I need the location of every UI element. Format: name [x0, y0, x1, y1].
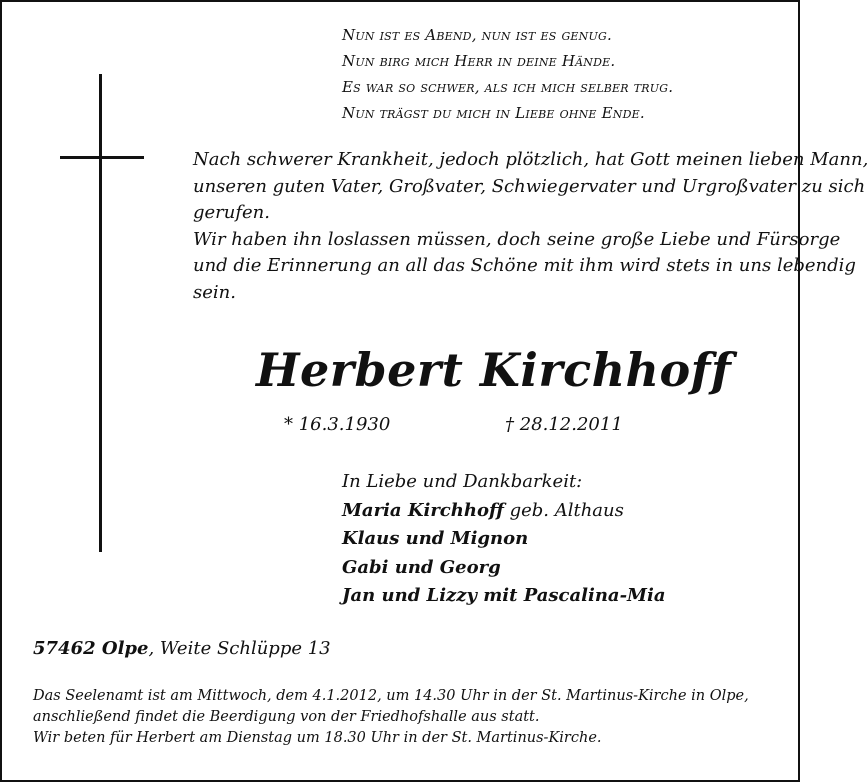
mourner-maiden-name: geb. Althaus: [503, 499, 624, 521]
mourner-name: Klaus und Mignon: [342, 528, 529, 549]
address: [33, 636, 331, 662]
intro-line: unseren guten Vater, Großvater, Schwiegervater und Urgroßvater zu sich: [193, 175, 866, 197]
intro-line: und die Erinnerung an all das Schöne mit ihm wird stets in uns lebendig: [193, 255, 856, 276]
mourner-name: Jan und Lizzy mit Pascalina-Mia: [342, 585, 666, 606]
intro-text: [193, 147, 868, 306]
notice-line: Das Seelenamt ist am Mittwoch, dem 4.1.2012, um 14.30 Uhr in der St. Martinus-Kirche in Olpe,: [33, 688, 749, 704]
poem-line: Nun birg mich Herr in deine Hände.: [342, 52, 616, 70]
poem-line: Es war so schwer, als ich mich selber trug.: [342, 78, 674, 96]
intro-line: Nach schwerer Krankheit, jedoch plötzlich, hat Gott meinen lieben Mann,: [193, 149, 868, 170]
mourner-primary: [342, 497, 665, 526]
mourners-list: [342, 468, 665, 611]
birth-date: * 16.3.1930: [284, 414, 391, 435]
mourners-heading: In Liebe und Dankbarkeit:: [342, 471, 583, 492]
notice-line: anschließend findet die Beerdigung von der Friedhofshalle aus statt.: [33, 709, 540, 725]
poem: [342, 22, 673, 126]
cross-icon-bar: [60, 156, 144, 159]
service-notice: [33, 686, 749, 749]
address-street: , Weite Schlüppe 13: [148, 638, 331, 659]
intro-line: gerufen.: [193, 202, 271, 223]
death-date: † 28.12.2011: [505, 414, 623, 435]
intro-line: Wir haben ihn loslassen müssen, doch seine große Liebe und Fürsorge: [193, 228, 841, 250]
intro-line: sein.: [193, 281, 236, 303]
mourner-name: Gabi und Georg: [342, 556, 501, 578]
poem-line: Nun ist es Abend, nun ist es genug.: [342, 26, 612, 44]
mourner-name: Maria Kirchhoff: [342, 499, 504, 521]
deceased-name: Herbert Kirchhoff: [256, 343, 732, 397]
poem-line: Nun trägst du mich in Liebe ohne Ende.: [342, 104, 645, 122]
cross-icon: [99, 74, 102, 552]
notice-line: Wir beten für Herbert am Dienstag um 18.30 Uhr in der St. Martinus-Kirche.: [33, 730, 602, 746]
address-city: 57462 Olpe: [33, 638, 149, 659]
